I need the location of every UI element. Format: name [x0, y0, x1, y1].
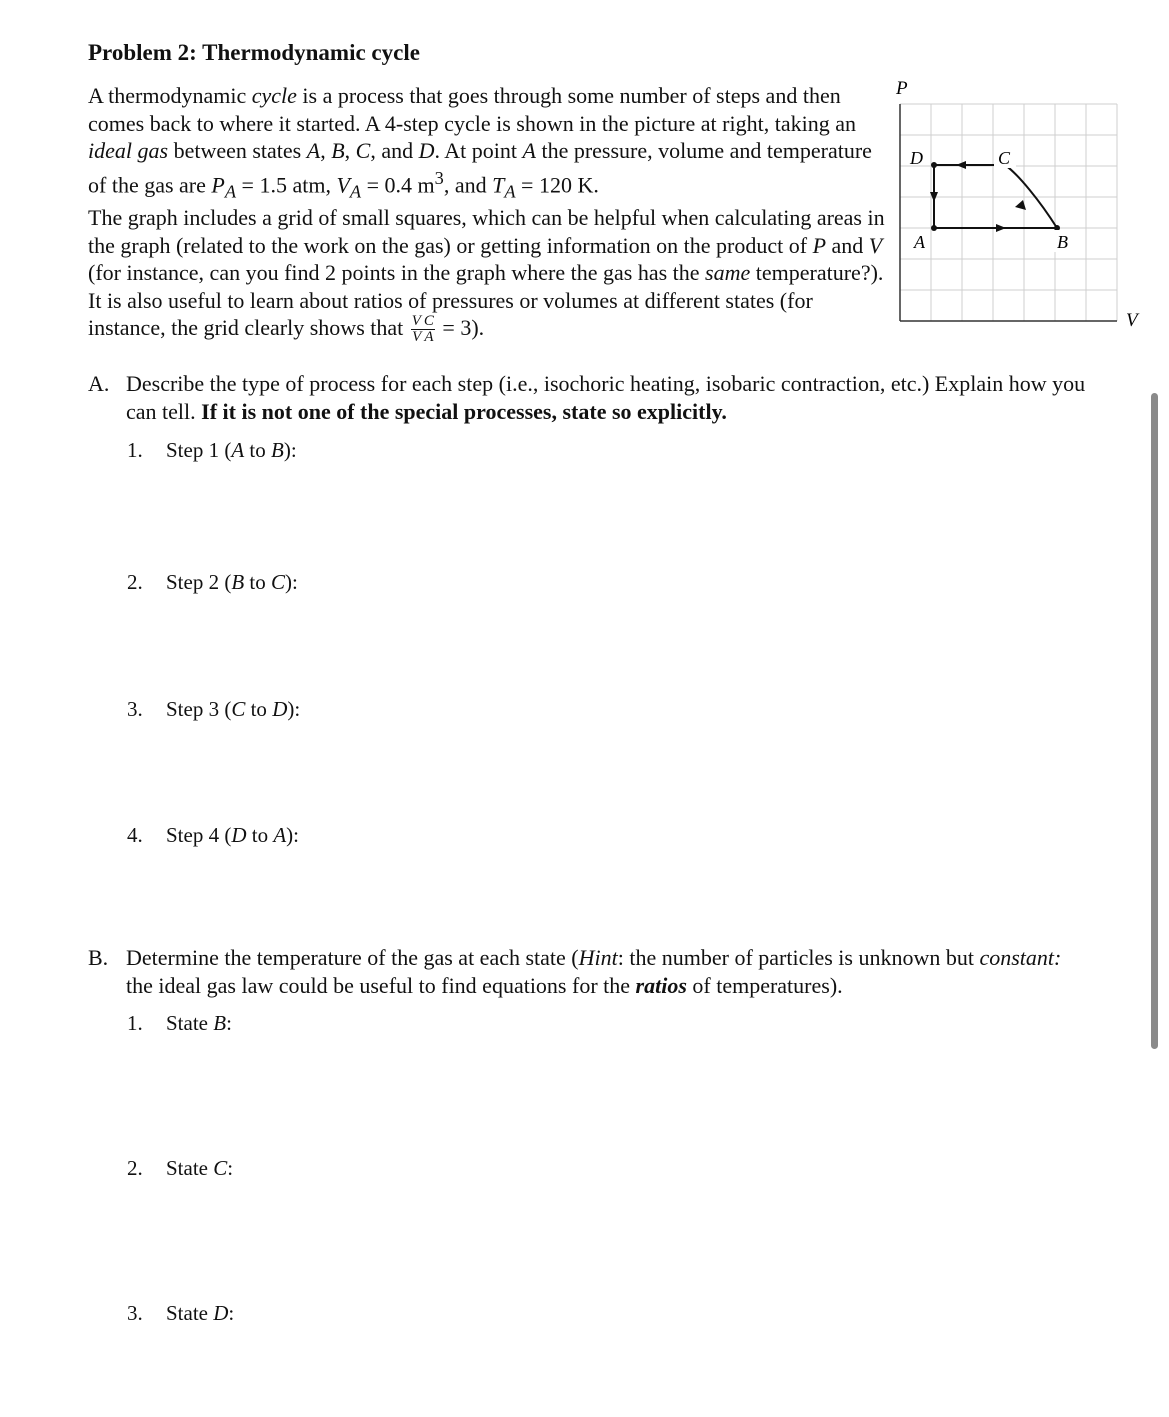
intro-paragraph: A thermodynamic cycle is a process that goes through some number of steps and then comes back to where it started. A 4-step cycle is shown in the picture at right, taking an ideal gas between states A, B, C, and D. At point A the pressure, volume and temperature of the gas are $P_A = 1.5$ atm, $V_A = 0.4$ $m^3$, and $T_A = 120$ K.	[88, 83, 872, 202]
state-c-item: 2. State C:	[127, 1156, 234, 1180]
label-d: D	[910, 148, 923, 168]
grid-explanation-paragraph: The graph includes a grid of small squares, which can be helpful when calculating areas in the graph (related to the work on the gas) or getting information on the product of P and V (for instance, can you find 2 points in the graph where the gas has the same temperature?). It is also useful to learn about ratios of pressures or volumes at different states (for instance, the grid clearly shows that $\frac{\text{V C}}{\text{V A}}$ = 3).	[88, 205, 885, 346]
state-b-item: 1. State B:	[127, 1011, 232, 1035]
axis-label-v: V	[1126, 310, 1138, 331]
step-4-item: 4. Step 4 (D to A):	[127, 823, 299, 847]
problem-title: Problem 2: Thermodynamic cycle	[88, 40, 420, 65]
label-c: C	[998, 148, 1011, 168]
step-3-item: 3. Step 3 (C to D):	[127, 697, 301, 721]
arrow-c-to-d	[956, 161, 966, 169]
question-b-letter: B.	[88, 945, 109, 970]
pv-diagram	[890, 76, 1140, 346]
point-d	[931, 162, 937, 168]
step-1-item: 1. Step 1 (A to B):	[127, 438, 297, 462]
state-d-item: 3. State D:	[127, 1301, 235, 1325]
axis-label-p: P	[896, 78, 908, 99]
vertical-scrollbar[interactable]	[1151, 393, 1158, 1049]
step-2-item: 2. Step 2 (B to C):	[127, 570, 298, 594]
question-a-letter: A.	[88, 371, 110, 396]
label-b: B	[1057, 232, 1068, 252]
question-b	[88, 944, 1088, 999]
label-a: A	[914, 232, 925, 252]
question-b-text: Determine the temperature of the gas at each state (Hint: the number of particles is unknown but constant: the ideal gas law could be useful to find equations for the ratios of temperatures).	[126, 945, 1062, 998]
question-a	[88, 370, 1088, 425]
question-a-text: Describe the type of process for each step (i.e., isochoric heating, isobaric contraction, etc.) Explain how you can tell. If it is not one of the special processes, state so explicitly.	[126, 371, 1086, 424]
volume-ratio-fraction: $\frac{\text{V C}}{\text{V A}}$	[411, 313, 434, 346]
arrow-a-to-b	[996, 224, 1006, 232]
point-a	[931, 225, 937, 231]
